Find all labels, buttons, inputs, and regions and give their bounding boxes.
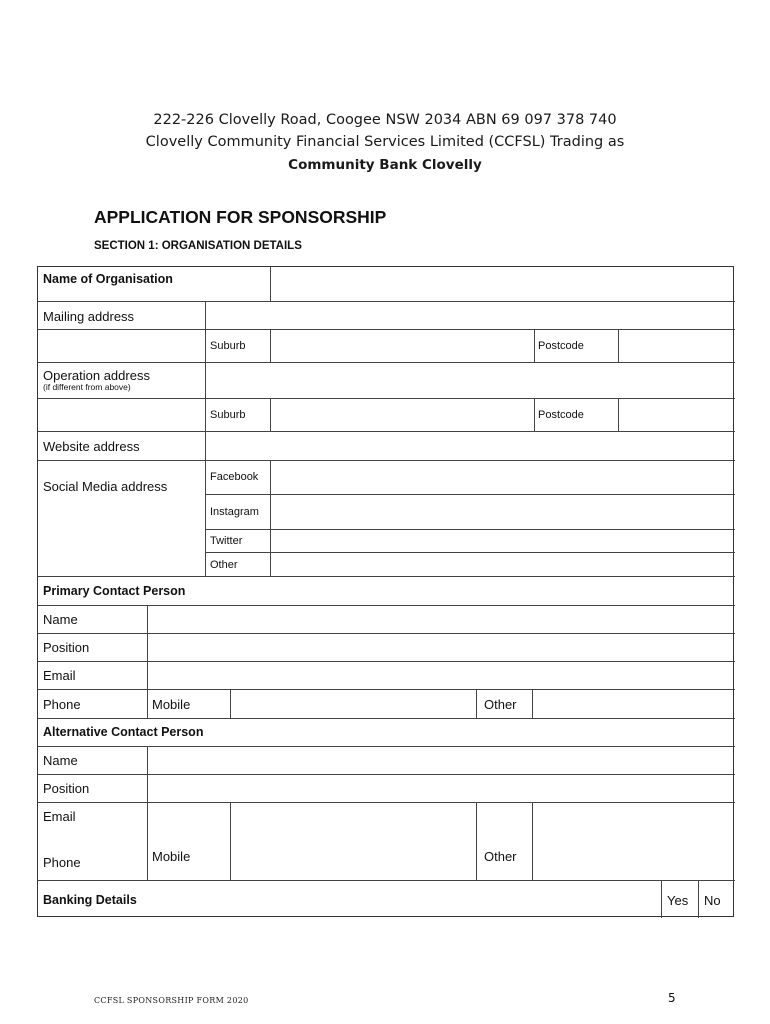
alternative-phone-label: Phone: [43, 855, 81, 870]
banking-details-label: Banking Details: [43, 893, 137, 907]
alternative-mobile-label: Mobile: [152, 849, 191, 864]
primary-mobile-label: Mobile: [152, 697, 191, 712]
section-title: SECTION 1: ORGANISATION DETAILS: [94, 240, 302, 252]
primary-other-phone-field[interactable]: [533, 690, 735, 718]
operation-postcode-label: Postcode: [538, 409, 584, 421]
operation-suburb-label: Suburb: [210, 409, 246, 421]
operation-address-label: Operation address: [43, 368, 150, 383]
facebook-field[interactable]: [271, 461, 735, 494]
alternative-position-label: Position: [43, 781, 90, 796]
org-name-label: Name of Organisation: [43, 272, 173, 286]
mailing-postcode-label: Postcode: [538, 340, 584, 352]
primary-name-field[interactable]: [148, 606, 735, 633]
website-address-label: Website address: [43, 439, 140, 454]
alternative-other-phone-field[interactable]: [533, 831, 735, 880]
facebook-label: Facebook: [210, 471, 259, 483]
instagram-label: Instagram: [210, 506, 259, 518]
alternative-position-field[interactable]: [148, 775, 735, 802]
website-address-field[interactable]: [206, 432, 735, 460]
operation-address-line2-field[interactable]: [38, 399, 205, 431]
footer-form-name: CCFSL SPONSORSHIP FORM 2020: [94, 996, 249, 1005]
alternative-other-label: Other: [484, 849, 517, 864]
twitter-field[interactable]: [271, 530, 735, 552]
primary-email-label: Email: [43, 668, 76, 683]
operation-address-note: (if different from above): [43, 382, 131, 392]
primary-position-label: Position: [43, 640, 90, 655]
operation-suburb-field[interactable]: [271, 399, 534, 431]
page-number: 5: [668, 991, 676, 1005]
mailing-address-label: Mailing address: [43, 309, 135, 324]
primary-email-field[interactable]: [148, 662, 735, 689]
header-company: Clovelly Community Financial Services Limited (CCFSL) Trading as: [145, 134, 625, 150]
header-trading-name: Community Bank Clovelly: [288, 157, 482, 173]
mailing-postcode-field[interactable]: [619, 330, 735, 362]
social-other-label: Other: [210, 559, 238, 571]
alternative-name-label: Name: [43, 753, 78, 768]
primary-contact-heading: Primary Contact Person: [43, 584, 186, 598]
social-other-field[interactable]: [271, 553, 735, 576]
org-name-field[interactable]: [271, 267, 735, 301]
instagram-field[interactable]: [271, 495, 735, 529]
alternative-name-field[interactable]: [148, 747, 735, 774]
alternative-email-label: Email: [43, 809, 76, 824]
operation-postcode-field[interactable]: [619, 399, 735, 431]
social-media-label: Social Media address: [43, 479, 168, 494]
primary-phone-label: Phone: [43, 697, 81, 712]
banking-yes-option[interactable]: Yes: [667, 893, 689, 908]
mailing-suburb-label: Suburb: [210, 340, 246, 352]
alternative-email-field[interactable]: [148, 803, 735, 830]
operation-address-field[interactable]: [206, 363, 735, 398]
alternative-contact-heading: Alternative Contact Person: [43, 725, 204, 739]
mailing-suburb-field[interactable]: [271, 330, 534, 362]
primary-mobile-field[interactable]: [231, 690, 476, 718]
form-title: APPLICATION FOR SPONSORSHIP: [94, 207, 387, 227]
primary-position-field[interactable]: [148, 634, 735, 661]
banking-no-option[interactable]: No: [704, 893, 721, 908]
primary-other-label: Other: [484, 697, 517, 712]
primary-name-label: Name: [43, 612, 78, 627]
mailing-address-line2-field[interactable]: [38, 330, 205, 362]
twitter-label: Twitter: [210, 535, 243, 547]
header-address: 222-226 Clovelly Road, Coogee NSW 2034 ABN 69 097 378 740: [153, 112, 617, 128]
alternative-mobile-field[interactable]: [231, 831, 476, 880]
organisation-details-form: [37, 266, 734, 917]
mailing-address-field[interactable]: [206, 302, 735, 329]
